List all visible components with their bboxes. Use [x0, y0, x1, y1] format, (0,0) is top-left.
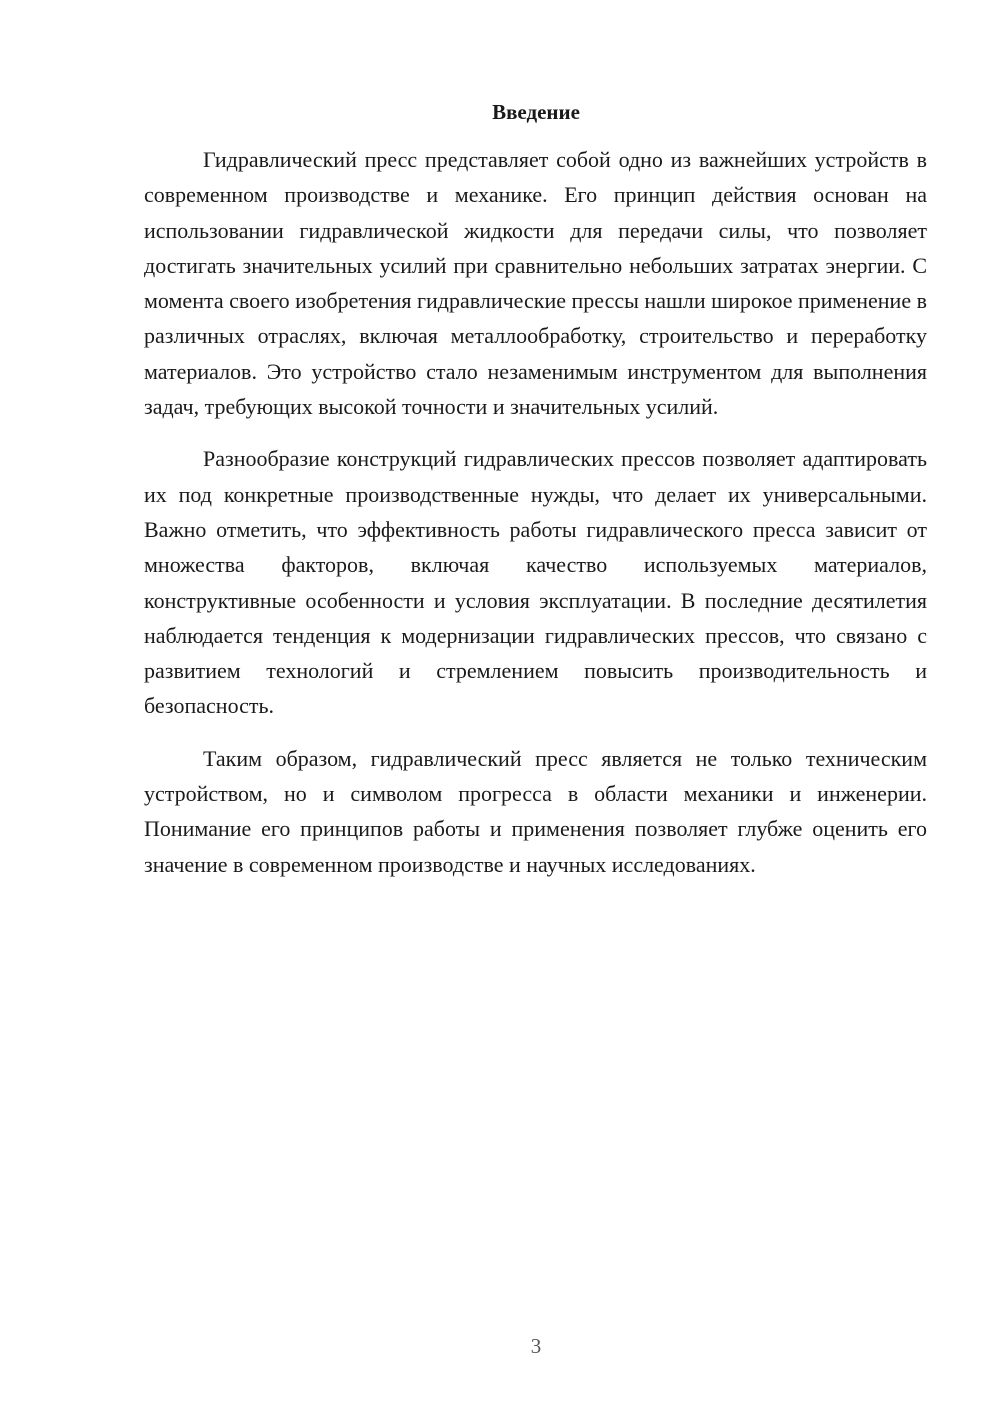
page-number: 3 [530, 1334, 542, 1358]
paragraph-3: Таким образом, гидравлический пресс является не только техническим устройством, но и символом прогресса в области механики и инженерии. Понимание его принципов работы и применения позволяет глубже оценить его значение в современном производстве и научных исследованиях. [144, 745, 927, 877]
paragraph-2: Разнообразие конструкций гидравлических прессов позволяет адаптировать их под конкретные производственные нужды, что делает их универсальными. Важно отметить, что эффективность работы гидравлического пресса зависит от множества факторов, включая качество используемых материалов, конструктивные особенности и условия эксплуатации. В последние десятилетия наблюдается тенденция к модернизации гидравлических прессов, что связано с развитием технологий и стремлением повысить производительность и безопасность. [144, 446, 927, 719]
document-body [144, 142, 927, 899]
paragraph-1: Гидравлический пресс представляет собой одно из важнейших устройств в современном производстве и механике. Его принцип действия основан на использовании гидравлической жидкости для передачи силы, что позволяет достигать значительных усилий при сравнительно небольших затратах энергии. С момента своего изобретения гидравлические прессы нашли широкое применение в различных отраслях, включая металлообработку, строительство и переработку материалов. Это устройство стало незаменимым инструментом для выполнения задач, требующих высокой точности и значительных усилий. [144, 147, 927, 420]
section-title: Введение [492, 100, 580, 124]
